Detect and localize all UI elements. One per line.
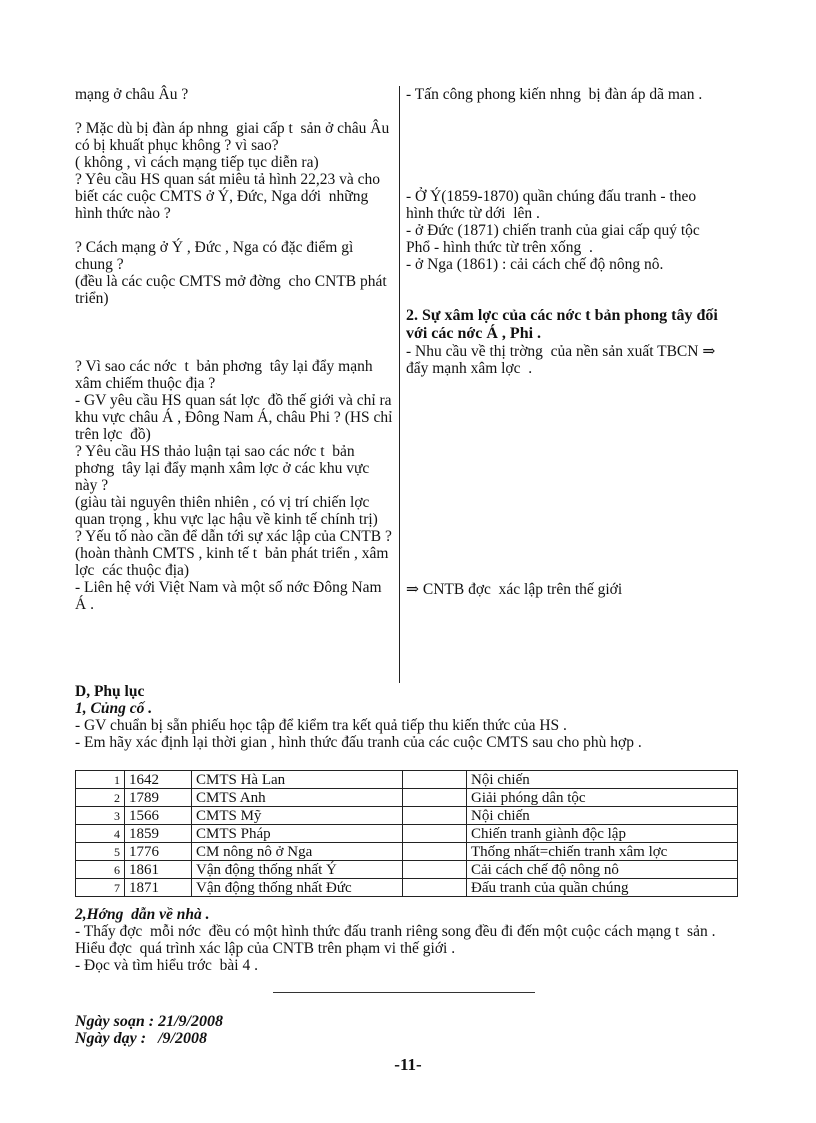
consolidation-line: - Em hãy xác định lại thời gian , hình thức đấu tranh của các cuộc CMTS sau cho phù hợp . xyxy=(75,734,642,751)
spacer xyxy=(406,377,725,581)
left-line: mạng ở châu Âu ? xyxy=(75,86,189,103)
right-line: - Ở Ý(1859-1870) quần chúng đấu tranh - theo hình thức từ dới lên . xyxy=(406,188,700,222)
row-blank xyxy=(403,861,467,879)
row-number: 3 xyxy=(76,807,125,825)
spacer xyxy=(406,290,725,307)
left-line: (giàu tài nguyên thiên nhiên , có vị trí chiến lợc quan trọng , khu vực lạc hậu về kinh tế chính trị) xyxy=(75,494,378,528)
row-number: 6 xyxy=(76,861,125,879)
row-revolution: CMTS Anh xyxy=(192,789,403,807)
left-line: (hoàn thành CMTS , kinh tế t bản phát triển , xâm lợc các thuộc địa) xyxy=(75,545,393,579)
row-number: 2 xyxy=(76,789,125,807)
homework-section xyxy=(75,906,735,974)
row-number: 4 xyxy=(76,825,125,843)
spacer xyxy=(75,324,395,341)
row-blank xyxy=(403,825,467,843)
left-line: ? Yếu tố nào cần để dẫn tới sự xác lập của CNTB ? xyxy=(75,528,392,545)
left-line: ? Yêu cầu HS thảo luận tại sao các nớc t bản phơng tây lại đẩy mạnh xâm lợc ở các khu vực này ? xyxy=(75,443,374,494)
row-blank xyxy=(403,807,467,825)
left-line: ? Yêu cầu HS quan sát miêu tả hình 22,23 và cho biết các cuộc CMTS ở Ý, Đức, Nga dới những hình thức nào ? xyxy=(75,171,384,222)
row-blank xyxy=(403,879,467,897)
row-year: 1566 xyxy=(125,807,192,825)
prep-date: Ngày soạn : 21/9/2008 xyxy=(75,1013,223,1030)
spacer xyxy=(406,154,725,171)
table-row xyxy=(76,879,738,897)
spacer xyxy=(406,171,725,188)
lesson-two-column-table xyxy=(75,86,725,683)
homework-line: - Thấy đợc mỗi nớc đều có một hình thức đấu tranh riêng song đều đi đến một cuộc cách mạng t sản . Hiểu đợc quá trình xác lập của CNTB trên phạm vi thế giới . xyxy=(75,923,720,957)
right-line: - ở Đức (1871) chiến tranh của giai cấp quý tộc Phổ - hình thức từ trên xống . xyxy=(406,222,704,256)
table-row xyxy=(76,789,738,807)
row-blank xyxy=(403,789,467,807)
section-heading: 2. Sự xâm lợc của các nớc t bản phong tây đối với các nớc Á , Phi . xyxy=(406,307,718,342)
row-revolution: Vận động thống nhất Ý xyxy=(192,861,403,879)
row-year: 1789 xyxy=(125,789,192,807)
right-line: - Tấn công phong kiến nhng bị đàn áp dã man . xyxy=(406,86,703,103)
teach-date: Ngày dạy : /9/2008 xyxy=(75,1030,207,1047)
row-year: 1859 xyxy=(125,825,192,843)
divider xyxy=(273,992,535,993)
left-line: - GV yêu cầu HS quan sát lợc đồ thế giới và chỉ ra khu vực châu Á , Đông Nam Á, châu Phi ? (HS chỉ trên lợc đồ) xyxy=(75,392,397,443)
right-line: - ở Nga (1861) : cải cách chế độ nông nô. xyxy=(406,256,664,273)
row-number: 7 xyxy=(76,879,125,897)
spacer xyxy=(75,341,395,358)
homework-title: 2,Hớng dẫn về nhà . xyxy=(75,906,210,923)
row-form: Nội chiến xyxy=(467,771,738,789)
spacer xyxy=(75,103,395,120)
right-line: - Nhu cầu về thị trờng của nền sản xuất TBCN ⇒ đẩy mạnh xâm lợc . xyxy=(406,343,720,377)
left-line: (đều là các cuộc CMTS mở đờng cho CNTB phát triển) xyxy=(75,273,391,307)
row-revolution: CM nông nô ở Nga xyxy=(192,843,403,861)
homework-line: - Đọc và tìm hiểu trớc bài 4 . xyxy=(75,957,258,974)
left-line: ( không , vì cách mạng tiếp tục diễn ra) xyxy=(75,154,319,171)
lesson-dates xyxy=(75,1013,223,1047)
left-line: - Liên hệ với Việt Nam và một số nớc Đông Nam Á . xyxy=(75,579,386,613)
row-number: 1 xyxy=(76,771,125,789)
row-blank xyxy=(403,771,467,789)
lesson-content-column xyxy=(400,86,725,683)
row-number: 5 xyxy=(76,843,125,861)
appendix-section xyxy=(75,683,735,751)
row-year: 1642 xyxy=(125,771,192,789)
row-revolution: CMTS Mỹ xyxy=(192,807,403,825)
page-number: -11- xyxy=(394,1055,422,1074)
row-form: Giải phóng dân tộc xyxy=(467,789,738,807)
left-line: ? Vì sao các nớc t bản phơng tây lại đẩy mạnh xâm chiếm thuộc địa ? xyxy=(75,358,377,392)
row-year: 1871 xyxy=(125,879,192,897)
spacer xyxy=(406,103,725,120)
row-blank xyxy=(403,843,467,861)
row-revolution: Vận động thống nhất Đức xyxy=(192,879,403,897)
revolution-matching-table xyxy=(75,770,738,897)
table-row xyxy=(76,861,738,879)
row-form: Cải cách chế độ nông nô xyxy=(467,861,738,879)
table-row xyxy=(76,843,738,861)
row-form: Thống nhất=chiến tranh xâm lợc xyxy=(467,843,738,861)
spacer xyxy=(406,120,725,137)
left-line: ? Mặc dù bị đàn áp nhng giai cấp t sản ở châu Âu có bị khuất phục không ? vì sao? xyxy=(75,120,394,154)
table-row xyxy=(76,771,738,789)
consolidation-line: - GV chuẩn bị sẵn phiếu học tập để kiểm tra kết quả tiếp thu kiến thức của HS . xyxy=(75,717,567,734)
teacher-student-activities-column xyxy=(75,86,400,683)
spacer xyxy=(75,307,395,324)
row-year: 1861 xyxy=(125,861,192,879)
row-form: Đấu tranh của quần chúng xyxy=(467,879,738,897)
left-line: ? Cách mạng ở Ý , Đức , Nga có đặc điểm gì chung ? xyxy=(75,239,358,273)
conclusion-line: ⇒ CNTB đợc xác lập trên thế giới xyxy=(406,581,623,598)
table-row xyxy=(76,825,738,843)
spacer xyxy=(406,273,725,290)
row-revolution: CMTS Hà Lan xyxy=(192,771,403,789)
row-form: Nội chiến xyxy=(467,807,738,825)
row-form: Chiến tranh giành độc lập xyxy=(467,825,738,843)
spacer xyxy=(75,222,395,239)
consolidation-title: 1, Củng cố . xyxy=(75,700,153,717)
row-year: 1776 xyxy=(125,843,192,861)
table-row xyxy=(76,807,738,825)
row-revolution: CMTS Pháp xyxy=(192,825,403,843)
spacer xyxy=(406,137,725,154)
appendix-title: D, Phụ lục xyxy=(75,683,145,700)
